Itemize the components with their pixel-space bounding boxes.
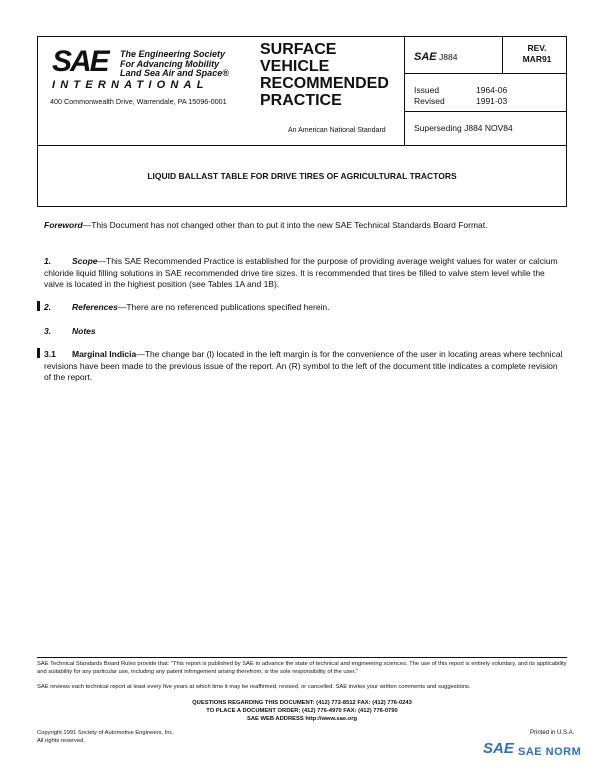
document-number: SAE J884 xyxy=(414,51,458,63)
change-bar xyxy=(37,348,40,358)
superseding-note: Superseding J884 NOV84 xyxy=(414,123,513,133)
web-address: SAE WEB ADDRESS http://www.sae.org xyxy=(246,716,358,722)
printed-note: Printed in U.S.A. xyxy=(530,730,575,736)
sae-norm-stamp: SAE NORM xyxy=(518,746,582,758)
society-tagline: The Engineering Society For Advancing Mobility Land Sea Air and Space® xyxy=(120,49,229,78)
sae-logo: SAE xyxy=(52,45,108,78)
foreword-paragraph: Foreword—This Document has not changed other than to put it into the new SAE Technical Standards Board Format. xyxy=(44,220,488,230)
policy-text: SAE Technical Standards Board Rules provide that: "This report is published by SAE to advance the state of technical and engineering sciences. The use of this report is entirely voluntary, and its applicability and suitability for any particular use, including any patent infringement arising therefrom, is the sole responsibility of the user." xyxy=(37,661,567,675)
title-box xyxy=(37,145,567,207)
divider xyxy=(404,73,566,74)
divider xyxy=(502,37,503,73)
divider xyxy=(404,111,566,112)
revision-block: REV. MAR91 xyxy=(522,43,552,64)
change-bar xyxy=(37,301,40,311)
document-header xyxy=(37,36,567,146)
references-paragraph: 2. References—There are no referenced publications specified herein. xyxy=(44,302,330,312)
questions-line: QUESTIONS REGARDING THIS DOCUMENT: (412) 772-8512 FAX: (412) 776-0243 xyxy=(192,700,412,706)
scope-paragraph: 1. Scope—This SAE Recommended Practice is established for the purpose of providing average weight values for water or calcium chloride liquid filling solutions in SAE recommended drive tire sizes. It is recommended that tires be filled to valve stem level while the valve is located in the highest position (see Tables 1A and 1B). xyxy=(44,256,558,289)
notes-heading: 3. Notes xyxy=(44,326,96,336)
date-block: Issued 1964-06 Revised 1991-03 xyxy=(414,85,508,106)
address: 400 Commonwealth Drive, Warrendale, PA 15096-0001 xyxy=(50,97,227,106)
copyright: Copyright 1991 Society of Automotive Engineers, Inc. All rights reserved. xyxy=(37,730,174,744)
international-wordmark: INTERNATIONAL xyxy=(52,79,209,91)
marginal-indicia-paragraph: 3.1 Marginal Indicia—The change bar (l) located in the left margin is for the convenience of the user in locating areas where technical revisions have been made to the previous issue of the report. An (R) symbol to the left of the document title indicates a complete revision of the report. xyxy=(44,349,563,382)
sae-norm-stamp-logo: SAE xyxy=(483,740,514,757)
document-title: LIQUID BALLAST TABLE FOR DRIVE TIRES OF AGRICULTURAL TRACTORS xyxy=(147,171,457,181)
divider xyxy=(404,37,405,145)
order-line: TO PLACE A DOCUMENT ORDER; (412) 776-4970 FAX: (412) 776-0790 xyxy=(206,708,398,714)
review-text: SAE reviews each technical report at least every five years at which time it may be reaffirmed, revised, or cancelled. SAE invites your written comments and suggestions. xyxy=(37,684,471,690)
document-type: SURFACE VEHICLE RECOMMENDED PRACTICE xyxy=(260,41,389,109)
standard-note: An American National Standard xyxy=(288,127,386,134)
footer-rule xyxy=(37,657,567,658)
